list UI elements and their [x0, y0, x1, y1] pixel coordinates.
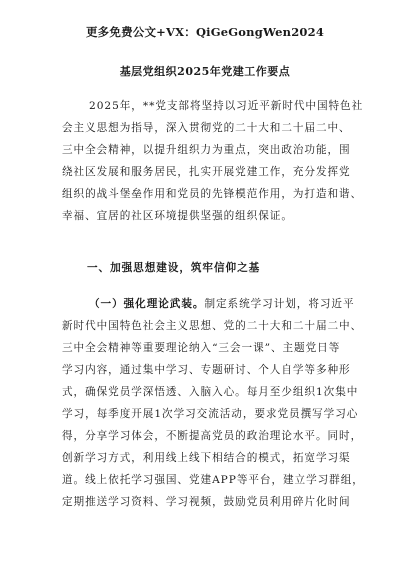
- subsection-first-line-text: 制定系统学习计划，将习近平: [204, 298, 355, 310]
- subsection-line-2: 新时代中国特色社会主义思想、党的二十大和二十届二中、: [62, 320, 363, 332]
- intro-line-1: 2025年，**党支部将坚持以习近平新时代中国特色社: [89, 100, 364, 112]
- intro-line-4: 绕社区发展和服务居民，扎实开展党建工作，充分发挥党: [62, 166, 351, 178]
- subsection-first-line: [89, 298, 355, 311]
- section-heading: 一、加强思想建设，筑牢信仰之基: [87, 262, 261, 274]
- subsection-line-4: 学习内容，通过集中学习、专题研讨、个人自学等多种形: [62, 364, 351, 376]
- subsection-line-7: 得，分享学习体会，不断提高党员的政治理论水平。同时，: [62, 430, 363, 442]
- subsection-line-10: 定期推送学习资料、学习视频，鼓励党员利用碎片化时间: [62, 496, 351, 508]
- subsection-line-9: 道。线上依托学习强国、党建APP等平台，建立学习群组，: [62, 474, 364, 486]
- subsection-line-5: 式，确保党员学深悟透、入脑入心。每月至少组织1次集中: [62, 386, 359, 398]
- document-title: 基层党组织2025年党建工作要点: [119, 65, 291, 78]
- watermark-header: 更多免费公文+VX：QiGeGongWen2024: [85, 25, 325, 39]
- subsection-label: （一）强化理论武装。: [89, 298, 205, 310]
- intro-line-5: 组织的战斗堡垒作用和党员的先锋模范作用，为打造和谐、: [62, 188, 363, 200]
- intro-line-6: 幸福、宜居的社区环境提供坚强的组织保证。: [62, 210, 293, 222]
- intro-line-3: 三中全会精神，以提升组织力为重点，突出政治功能，围: [62, 144, 351, 156]
- subsection-line-3: 三中全会精神等重要理论纳入“三会一课”、主题党日等: [62, 342, 341, 354]
- intro-line-2: 会主义思想为指导，深入贯彻党的二十大和二十届二中、: [62, 122, 351, 134]
- subsection-line-6: 学习，每季度开展1次学习交流活动，要求党员撰写学习心: [62, 408, 359, 420]
- subsection-line-8: 创新学习方式，利用线上线下相结合的模式，拓宽学习渠: [62, 452, 351, 464]
